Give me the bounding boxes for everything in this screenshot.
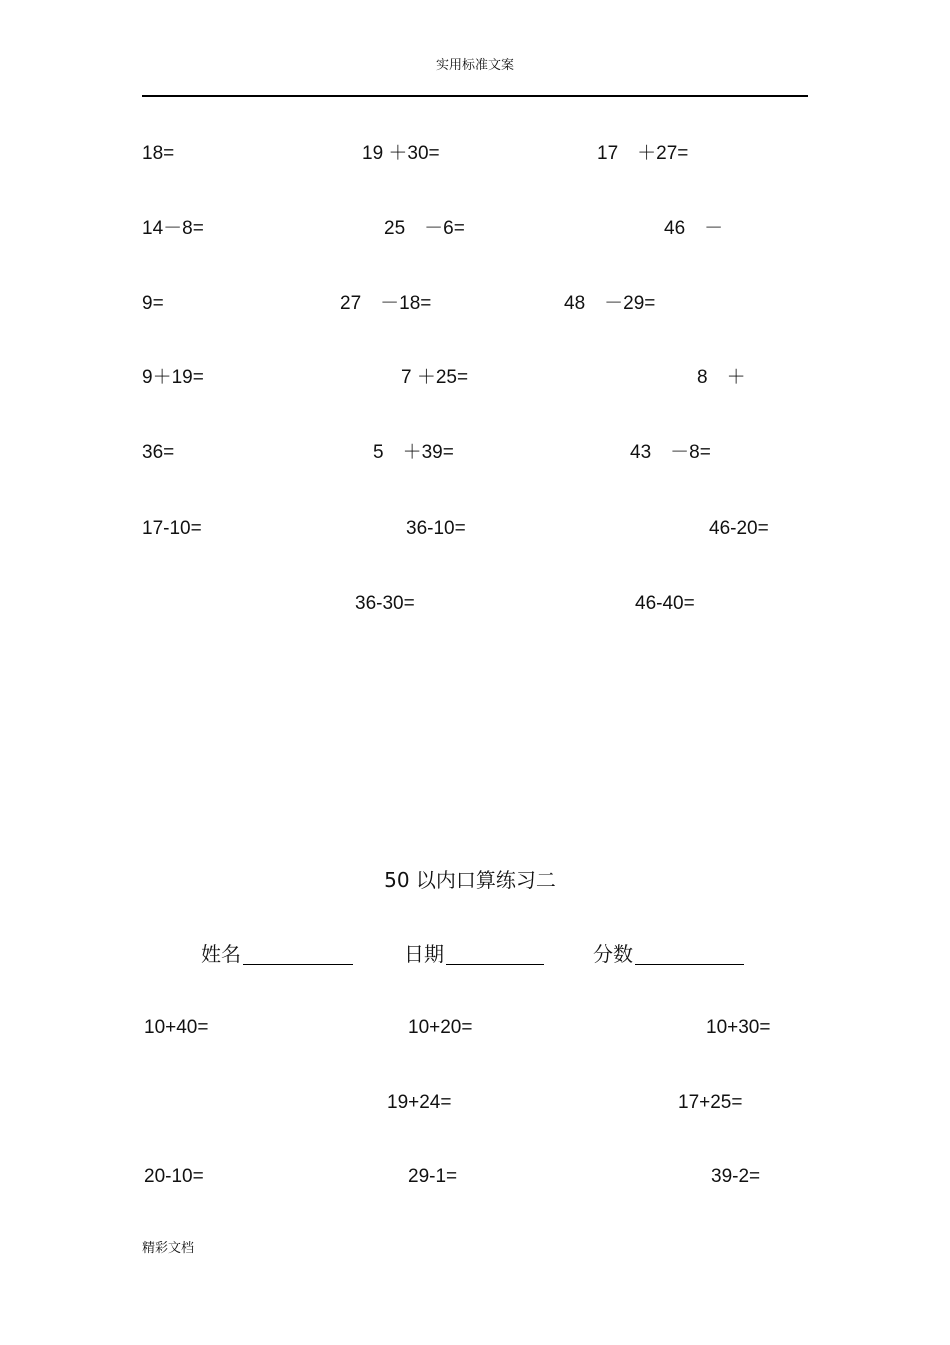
problem: 36-30= xyxy=(355,593,415,614)
header-rule xyxy=(142,95,808,97)
problem: 19+24= xyxy=(387,1092,452,1113)
problem: 9＋19= xyxy=(142,367,204,388)
date-blank[interactable] xyxy=(446,944,544,965)
problem: 46 － xyxy=(664,218,724,239)
problem: 17+25= xyxy=(678,1092,743,1113)
problem: 19 ＋30= xyxy=(362,143,440,164)
problem: 10+20= xyxy=(408,1017,473,1038)
problem: 46-20= xyxy=(709,518,769,539)
problem: 48 －29= xyxy=(564,293,656,314)
problem: 7 ＋25= xyxy=(401,367,469,388)
problem: 27 －18= xyxy=(340,293,432,314)
score-field xyxy=(593,938,744,967)
name-field xyxy=(201,938,353,967)
problem: 43 －8= xyxy=(630,442,711,463)
problem: 18= xyxy=(142,143,175,164)
date-field xyxy=(404,938,544,967)
problem: 29-1= xyxy=(408,1166,458,1187)
problem: 14－8= xyxy=(142,218,204,239)
problem: 46-40= xyxy=(635,593,695,614)
problem: 8 ＋ xyxy=(697,367,746,388)
date-label: 日期 xyxy=(404,942,444,966)
score-blank[interactable] xyxy=(635,944,744,965)
problem: 39-2= xyxy=(711,1166,761,1187)
header-text: 实用标准文案 xyxy=(435,58,514,73)
problem: 10+40= xyxy=(144,1017,209,1038)
problem: 10+30= xyxy=(706,1017,771,1038)
page-footer: 精彩文档 xyxy=(142,1241,195,1256)
section-title: 50 以内口算练习二 xyxy=(384,868,556,892)
problem: 17 ＋27= xyxy=(597,143,689,164)
problem: 9= xyxy=(142,293,164,314)
name-blank[interactable] xyxy=(243,944,353,965)
problem: 36= xyxy=(142,442,175,463)
problem: 20-10= xyxy=(144,1166,204,1187)
name-label: 姓名 xyxy=(201,942,241,966)
problem: 25 －6= xyxy=(384,218,465,239)
score-label: 分数 xyxy=(593,942,633,966)
problem: 17-10= xyxy=(142,518,202,539)
problem: 36-10= xyxy=(406,518,466,539)
problem: 5 ＋39= xyxy=(373,442,454,463)
